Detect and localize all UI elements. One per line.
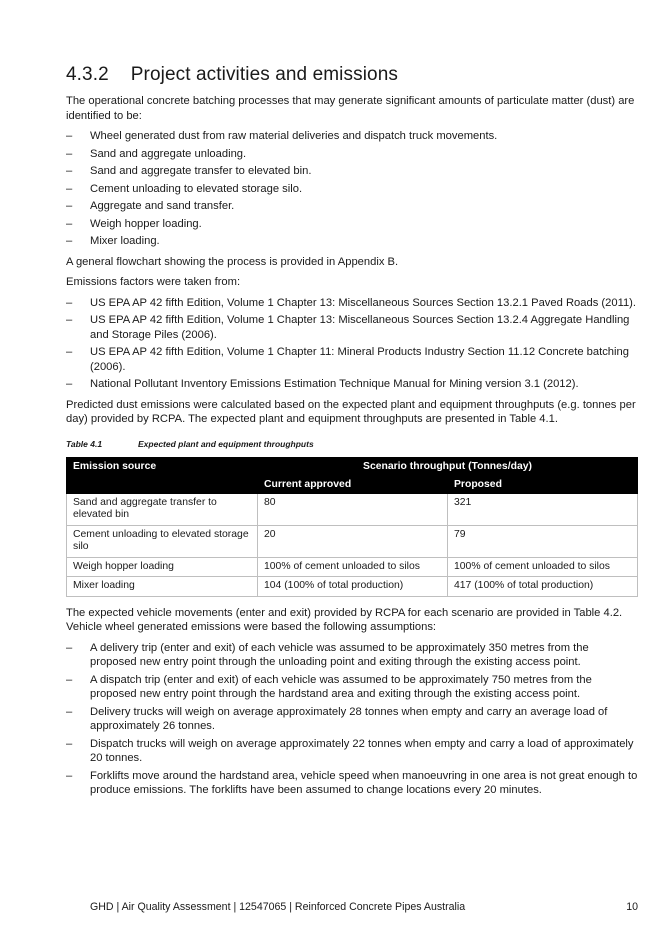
list-item: – US EPA AP 42 fifth Edition, Volume 1 Chapter 13: Miscellaneous Sources Section 13.2.4 Aggregate Handling and Storage Piles (2006).: [66, 313, 638, 342]
list-item: – Cement unloading to elevated storage silo.: [66, 182, 638, 197]
header-current-approved: Current approved: [258, 475, 448, 493]
cell-current: 104 (100% of total production): [258, 577, 448, 597]
section-number: 4.3.2: [66, 64, 109, 85]
table-row: [67, 525, 638, 557]
table-row: [67, 493, 638, 525]
section-heading: [66, 64, 638, 86]
cell-proposed: 417 (100% of total production): [448, 577, 638, 597]
cell-source: Cement unloading to elevated storage silo: [67, 525, 258, 557]
cell-source: Mixer loading: [67, 577, 258, 597]
list-item: – Sand and aggregate unloading.: [66, 147, 638, 162]
header-emission-source: Emission source: [67, 457, 258, 493]
list-item: – Sand and aggregate transfer to elevated bin.: [66, 164, 638, 179]
document-page: [66, 64, 638, 804]
cell-current: 80: [258, 493, 448, 525]
section-title: Project activities and emissions: [130, 64, 398, 85]
table-caption-number: Table 4.1: [66, 438, 103, 449]
cell-source: Sand and aggregate transfer to elevated bin: [67, 493, 258, 525]
list-item: – Wheel generated dust from raw material deliveries and dispatch truck movements.: [66, 129, 638, 144]
table-row: [67, 557, 638, 577]
throughput-table: [66, 457, 638, 597]
list-item: – Dispatch trucks will weigh on average approximately 22 tonnes when empty and carry a load of approximately 20 tonnes.: [66, 737, 638, 766]
cell-proposed: 321: [448, 493, 638, 525]
list-item: – Delivery trucks will weigh on average approximately 28 tonnes when empty and carry an average load of approximately 26 tonnes.: [66, 705, 638, 734]
cell-proposed: 100% of cement unloaded to silos: [448, 557, 638, 577]
cell-current: 100% of cement unloaded to silos: [258, 557, 448, 577]
header-scenario: Scenario throughput (Tonnes/day): [258, 457, 638, 475]
vehicle-paragraph: The expected vehicle movements (enter and exit) provided by RCPA for each scenario are provided in Table 4.2. Vehicle wheel generated emissions were based the following assumptions:: [66, 606, 623, 633]
process-list: [66, 129, 638, 249]
page-number: 10: [626, 901, 638, 913]
table-caption-title: Expected plant and equipment throughputs: [138, 438, 314, 449]
table-header-row: [67, 457, 638, 475]
intro-paragraph: The operational concrete batching processes that may generate significant amounts of particulate matter (dust) are identified to be:: [66, 95, 635, 122]
list-item: – Weigh hopper loading.: [66, 217, 638, 232]
list-item: – Aggregate and sand transfer.: [66, 199, 638, 214]
header-proposed: Proposed: [448, 475, 638, 493]
factors-intro: Emissions factors were taken from:: [66, 276, 241, 288]
list-item: – Forklifts move around the hardstand area, vehicle speed when manoeuvring in one area is not great enough to produce emissions. The forklifts have been assumed to change locations every 20 minutes.: [66, 769, 638, 798]
factors-list: [66, 296, 638, 392]
predicted-paragraph: Predicted dust emissions were calculated based on the expected plant and equipment throughputs (e.g. tonnes per day) provided by RCPA. The expected plant and equipment throughputs are presented in Table 4.1.: [66, 398, 636, 425]
list-item: – US EPA AP 42 fifth Edition, Volume 1 Chapter 11: Mineral Products Industry Section 11.12 Concrete batching (2006).: [66, 345, 638, 374]
table-row: [67, 577, 638, 597]
cell-proposed: 79: [448, 525, 638, 557]
footer-text: GHD | Air Quality Assessment | 12547065 | Reinforced Concrete Pipes Australia: [90, 901, 466, 913]
cell-source: Weigh hopper loading: [67, 557, 258, 577]
list-item: – US EPA AP 42 fifth Edition, Volume 1 Chapter 13: Miscellaneous Sources Section 13.2.1 Paved Roads (2011).: [66, 296, 638, 311]
flowchart-paragraph: A general flowchart showing the process is provided in Appendix B.: [66, 255, 399, 268]
list-item: – A dispatch trip (enter and exit) of each vehicle was assumed to be approximately 750 metres from the proposed new entry point through the hardstand area and exiting through the existing access point.: [66, 673, 638, 702]
list-item: – National Pollutant Inventory Emissions Estimation Technique Manual for Mining version 3.1 (2012).: [66, 377, 638, 392]
table-caption: [66, 439, 638, 449]
list-item: – Mixer loading.: [66, 234, 638, 249]
cell-current: 20: [258, 525, 448, 557]
list-item: – A delivery trip (enter and exit) of each vehicle was assumed to be approximately 350 metres from the proposed new entry point through the unloading point and exiting through the existing access point.: [66, 641, 638, 670]
assumptions-list: [66, 641, 638, 798]
page-footer: [90, 901, 638, 913]
